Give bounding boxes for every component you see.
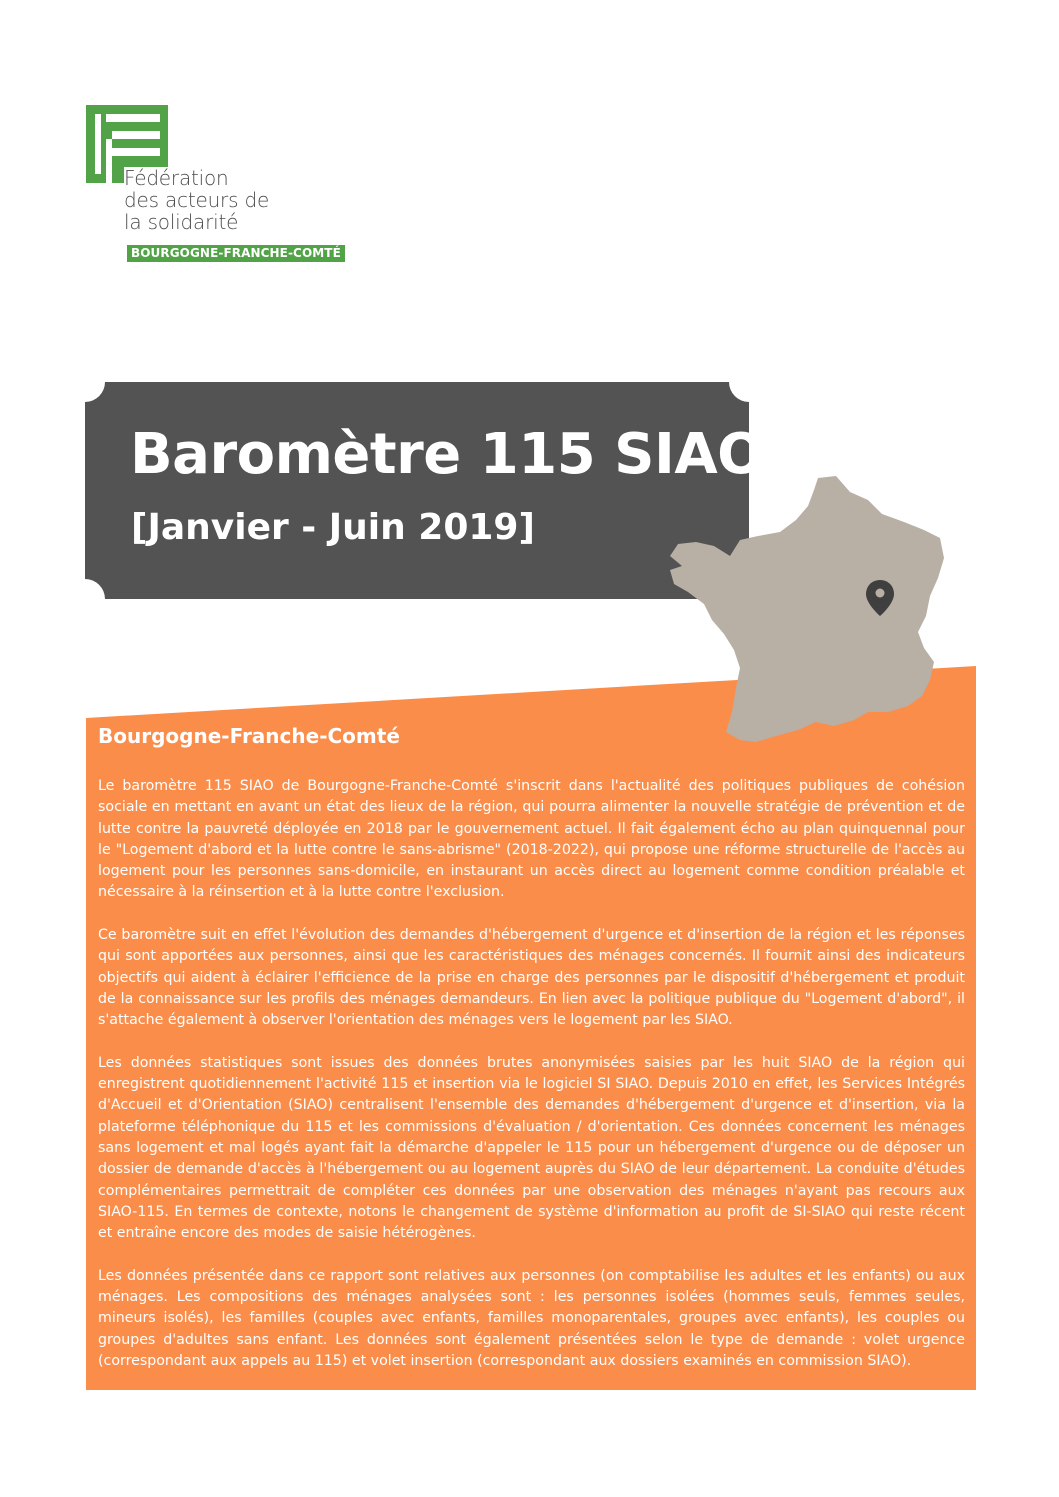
organization-name-line-2: des acteurs de bbox=[124, 188, 270, 212]
organization-name-line-3: la solidarité bbox=[124, 210, 239, 234]
organization-name bbox=[124, 167, 374, 233]
paragraph-4: Les données présentée dans ce rapport sont relatives aux personnes (on comptabilise les adultes et les enfants) ou aux ménages. Les compositions des ménages analysées sont : les personnes isolées (hommes seuls, femmes seules, mineurs isolés), les familles (couples avec enfants, familles monoparentales, groupes avec enfants), les couples ou groupes d'adultes sans enfant. Les données sont également présentées selon le type de demande : volet urgence (correspondant aux appels au 115) et volet insertion (correspondant aux dossiers examinés en commission SIAO). bbox=[98, 1267, 965, 1370]
france-map bbox=[668, 474, 958, 744]
banner-background bbox=[85, 382, 749, 599]
page-title: Baromètre 115 SIAO bbox=[130, 422, 765, 487]
page-subtitle: [Janvier - Juin 2019] bbox=[131, 507, 535, 548]
intro-text bbox=[98, 776, 965, 1394]
region-badge: BOURGOGNE-FRANCHE-COMTÉ bbox=[127, 245, 345, 262]
organization-name-line-1: Fédération bbox=[124, 166, 229, 190]
paragraph-2: Ce baromètre suit en effet l'évolution des demandes d'hébergement d'urgence et d'insertion de la région et les réponses qui sont apportées aux personnes, ainsi que les caractéristiques des ménages concernés. Il fournit ainsi des indicateurs objectifs qui aident à éclairer l'efficience de la prise en charge des personnes par le dispositif d'hébergement et produit de la connaissance sur les profils des ménages demandeurs. En lien avec la politique publique du "Logement d'abord", il s'attache également à observer l'orientation des ménages vers le logement par les SIAO. bbox=[98, 927, 965, 1029]
paragraph-3: Les données statistiques sont issues des données brutes anonymisées saisies par les huit SIAO de la région qui enregistrent quotidiennement l'activité 115 et insertion via le logiciel SI SIAO. Depuis 2010 en effet, les Services Intégrés d'Accueil et d'Orientation (SIAO) centralisent l'ensemble des demandes d'hébergement d'urgence et d'insertion, via la plateforme téléphonique du 115 et les commissions d'évaluation / d'orientation. Ces données concernent les ménages sans logement et mal logés ayant fait la démarche d'appeler le 115 pour un hébergement d'urgence ou de déposer un dossier de demande d'accès à l'hébergement ou au logement auprès du SIAO de leur département. La conduite d'études complémentaires permettrait de compléter ces données par une observation des ménages n'ayant pas recours aux SIAO-115. En termes de contexte, notons le changement de système d'information au profit de SI-SIAO qui reste récent et entraîne encore des modes de saisie hétérogènes. bbox=[98, 1054, 965, 1242]
section-title: Bourgogne-Franche-Comté bbox=[98, 724, 400, 748]
paragraph-1: Le baromètre 115 SIAO de Bourgogne-Franche-Comté s'inscrit dans l'actualité des politiques publiques de cohésion sociale en mettant en avant un état des lieux de la région, qui pourra alimenter la nouvelle stratégie de prévention et de lutte contre la pauvreté déployée en 2018 par le gouvernement actuel. Il fait également écho au plan quinquennal pour le "Logement d'abord et la lutte contre le sans-abrisme" (2018-2022), qui propose une réforme structurelle de l'accès au logement pour les personnes sans-domicile, en instaurant un accès direct au logement comme condition préalable et nécessaire à la réinsertion et à la lutte contre l'exclusion. bbox=[98, 778, 965, 901]
title-banner bbox=[85, 382, 765, 599]
organization-logo bbox=[86, 105, 376, 265]
